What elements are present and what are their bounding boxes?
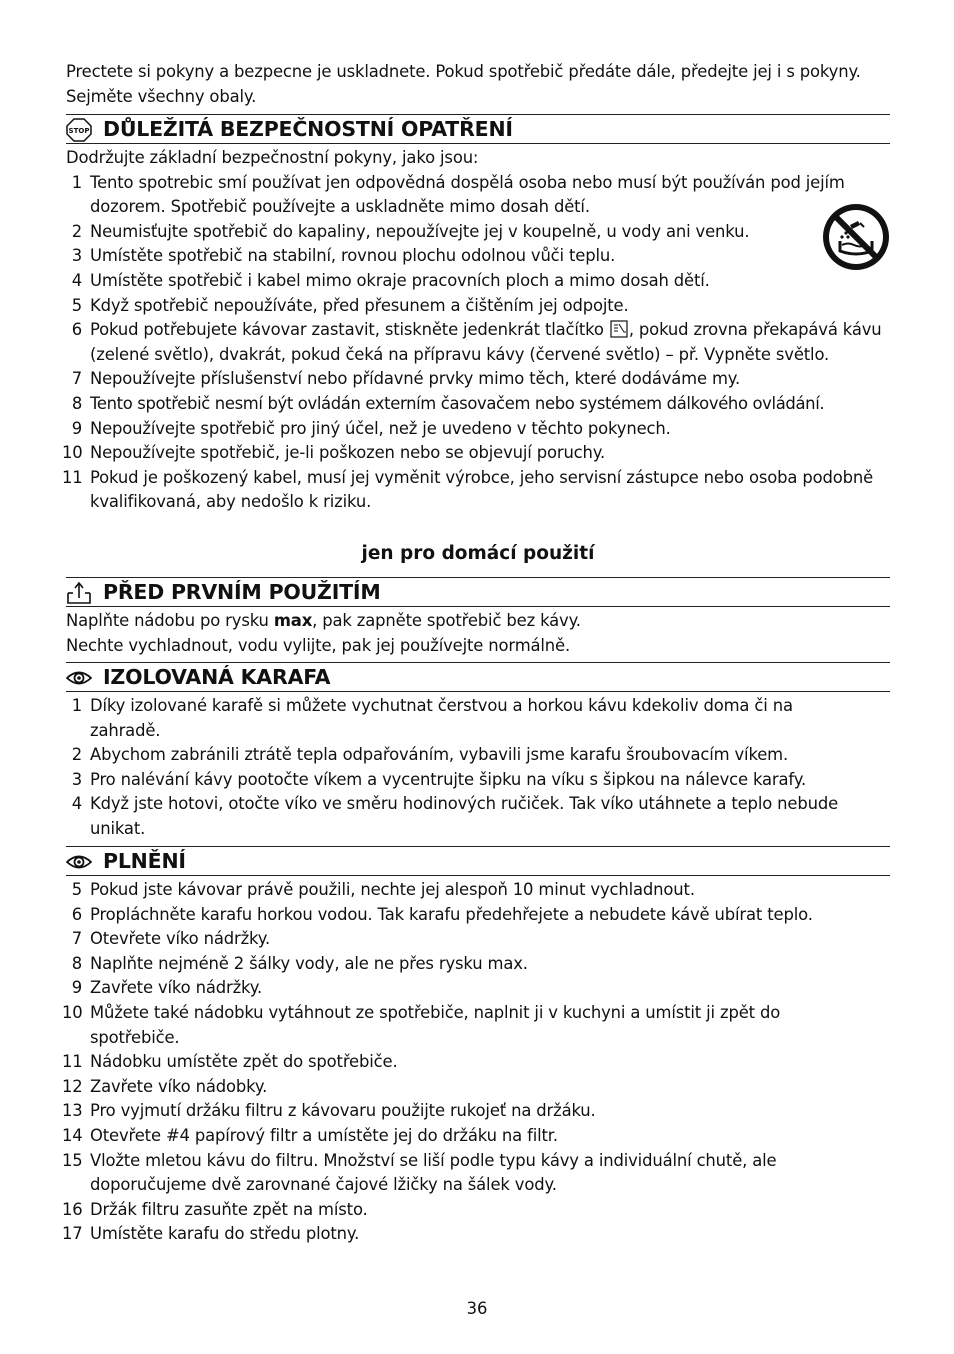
list-item: 1 Tento spotrebic smí používat jen odpovědná dospělá osoba nebo musí být používán pod jejím dozorem. Spotřebič používejte a uskladněte mimo dosah dětí. [71, 172, 845, 217]
list-item: 3 Umístěte spotřebič na stabilní, rovnou plochu odolnou vůči teplu. [71, 246, 616, 266]
safety-header [66, 114, 890, 144]
list-item: 6 Pokud potřebujete kávovar zastavit, stiskněte jedenkrát tlačítko , pokud zrovna překapává kávu (zelené světlo), dvakrát, pokud čeká na přípravu kávy (červené světlo) – př. Vypněte světlo. [71, 320, 882, 364]
list-item: 4 Když jste hotovi, otočte víko ve směru hodinových ručiček. Tak víko utáhnete a teplo nebude unikat. [71, 794, 839, 838]
page-number: 36 [466, 1299, 488, 1318]
safety-lead: Dodržujte základní bezpečnostní pokyny, jako jsou: [66, 148, 479, 167]
stop-icon [66, 118, 92, 142]
list-item: 13 Pro vyjmutí držáku filtru z kávovaru použijte rukojeť na držáku. [62, 1101, 596, 1121]
list-item: 10 Nepoužívejte spotřebič, je-li poškozen nebo se objevují poruchy. [62, 443, 606, 463]
carafe-title: IZOLOVANÁ KARAFA [103, 665, 331, 689]
list-item: 12 Zavřete víko nádobky. [62, 1076, 268, 1096]
no-water-immersion-icon [820, 201, 892, 273]
list-item: 6 Propláchněte karafu horkou vodou. Tak karafu předehřejete a nebudete kávě ubírat teplo. [71, 904, 813, 924]
list-item: 4 Umístěte spotřebič i kabel mimo okraje pracovních ploch a mimo dosah dětí. [71, 270, 710, 290]
stop-icon-text: STOP [68, 127, 90, 135]
eye-icon [66, 666, 92, 690]
safety-list [62, 146, 890, 515]
list-item: 3 Pro nalévání kávy pootočte víkem a vycentrujte šipku na víku s šipkou na nálevce karafy. [71, 769, 807, 789]
first-use-header [66, 577, 890, 607]
eye-icon [66, 850, 92, 874]
list-item: 16 Držák filtru zasuňte zpět na místo. [62, 1199, 368, 1219]
list-item: 8 Tento spotřebič nesmí být ovládán externím časovačem nebo systémem dálkového ovládání. [71, 393, 825, 413]
list-item: 5 Pokud jste kávovar právě použili, nechte jej alespoň 10 minut vychladnout. [71, 880, 695, 899]
domestic-use-note: jen pro domácí použití [361, 543, 595, 564]
list-item: 2 Abychom zabránili ztrátě tepla odpařováním, vybavili jsme karafu šroubovacím víkem. [71, 745, 789, 765]
list-item: 9 Nepoužívejte spotřebič pro jiný účel, než je uvedeno v těchto pokynech. [71, 418, 671, 438]
filling-list [62, 878, 890, 1247]
list-item: 2 Neumisťujte spotřebič do kapaliny, nepoužívejte jej v koupelně, u vody ani venku. [71, 221, 750, 241]
list-item: 8 Naplňte nejméně 2 šálky vody, ale ne přes rysku max. [71, 953, 528, 973]
carafe-header [66, 662, 890, 692]
filling-title: PLNĚNÍ [103, 849, 186, 873]
list-item: 14 Otevřete #4 papírový filtr a umístěte jej do držáku na filtr. [62, 1125, 558, 1145]
unpack-icon [66, 581, 92, 605]
list-item: 1 Díky izolované karafě si můžete vychutnat čerstvou a horkou kávu kdekoliv doma či na zahradě. [71, 696, 793, 740]
list-item: 11 Pokud je poškozený kabel, musí jej vyměnit výrobce, jeho servisní zástupce nebo osoba podobně kvalifikovaná, aby nedošlo k riziku. [62, 467, 874, 512]
first-use-title: PŘED PRVNÍM POUŽITÍM [103, 580, 381, 604]
list-item: 7 Otevřete víko nádržky. [71, 929, 271, 949]
first-use-text: Naplňte nádobu po rysku max, pak zapněte spotřebič bez kávy. Nechte vychladnout, vodu vylijte, pak jej používejte normálně. [66, 611, 581, 655]
list-item: 15 Vložte mletou kávu do filtru. Množství se liší podle typu kávy a individuální chutě, ale doporučujeme dvě zarovnané čajové lžičky na šálek vody. [62, 1150, 777, 1195]
list-item: 5 Když spotřebič nepoužíváte, před přesunem a čištěním jej odpojte. [71, 295, 629, 315]
filling-header [66, 846, 890, 876]
filter-button-icon [610, 320, 628, 338]
list-item: 7 Nepoužívejte příslušenství nebo přídavné prvky mimo těch, které dodáváme my. [71, 369, 741, 389]
safety-title: DŮLEŽITÁ BEZPEČNOSTNÍ OPATŘENÍ [103, 117, 513, 141]
carafe-list [66, 694, 890, 842]
list-item: 9 Zavřete víko nádržky. [71, 978, 263, 998]
intro-text: Prectete si pokyny a bezpecne je uskladnete. Pokud spotřebič předáte dále, předejte jej i s pokyny. Sejměte všechny obaly. [66, 62, 861, 106]
list-item: 11 Nádobku umístěte zpět do spotřebiče. [62, 1052, 398, 1072]
list-item: 17 Umístěte karafu do středu plotny. [62, 1224, 360, 1244]
list-item: 10 Můžete také nádobku vytáhnout ze spotřebiče, naplnit ji v kuchyni a umístit ji zpět do spotřebiče. [62, 1002, 781, 1047]
